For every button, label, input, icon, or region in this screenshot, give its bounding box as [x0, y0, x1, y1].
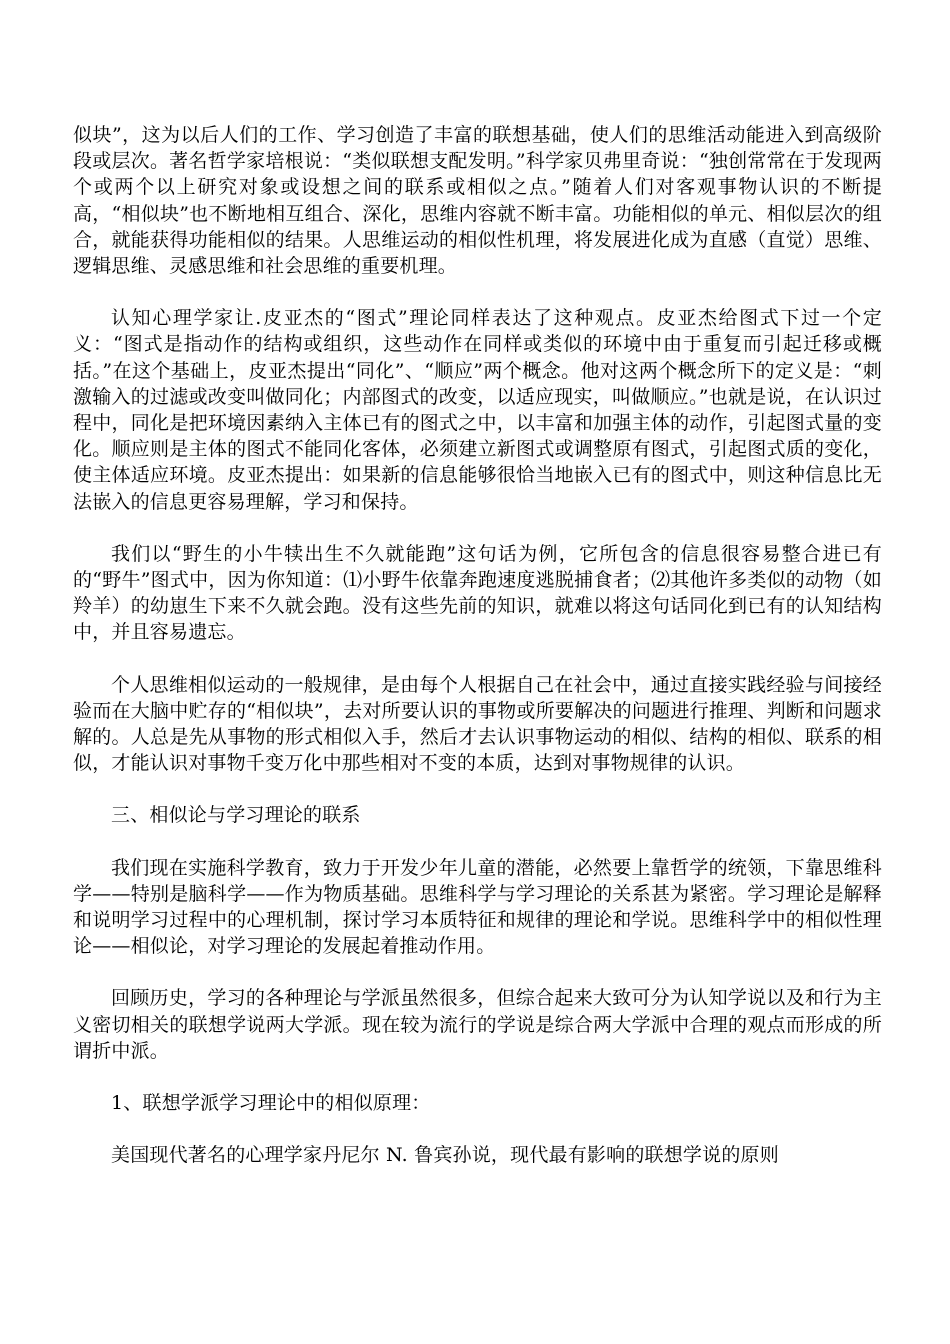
- paragraph-2: 认知心理学家让.皮亚杰的“图式”理论同样表达了这种观点。皮亚杰给图式下过一个定义：“图式是指动作的结构或组织，这些动作在同样或类似的环境中由于重复而引起迁移或概括。”在这个基础上，皮亚杰提出“同化”、“顺应”两个概念。他对这两个概念所下的定义是：“刺激输入的过滤或改变叫做同化；内部图式的改变，以适应现实，叫做顺应。”也就是说，在认识过程中，同化是把环境因素纳入主体已有的图式之中，以丰富和加强主体的动作，引起图式量的变化。顺应则是主体的图式不能同化客体，必须建立新图式或调整原有图式，引起图式质的变化，使主体适应环境。皮亚杰提出：如果新的信息能够很恰当地嵌入已有的图式中，则这种信息比无法嵌入的信息更容易理解，学习和保持。: [73, 307, 882, 513]
- paragraph-1: 似块”，这为以后人们的工作、学习创造了丰富的联想基础，使人们的思维活动能进入到高级阶段或层次。著名哲学家培根说：“类似联想支配发明。”科学家贝弗里奇说：“独创常常在于发现两个或两个以上研究对象或设想之间的联系或相似之点。”随着人们对客观事物认识的不断提高，“相似块”也不断地相互组合、深化，思维内容就不断丰富。功能相似的单元、相似层次的组合，就能获得功能相似的结果。人思维运动的相似性机理，将发展进化成为直感（直觉）思维、逻辑思维、灵感思维和社会思维的重要机理。: [73, 124, 882, 278]
- paragraph-7: 美国现代著名的心理学家丹尼尔 N. 鲁宾孙说，现代最有影响的联想学说的原则: [111, 1144, 779, 1167]
- section-heading: 三、相似论与学习理论的联系: [111, 804, 361, 827]
- paragraph-4: 个人思维相似运动的一般规律，是由每个人根据自己在社会中，通过直接实践经验与间接经验而在大脑中贮存的“相似块”，去对所要认识的事物或所要解决的问题进行推理、判断和问题求解的。人总是先从事物的形式相似入手，然后才去认识事物运动的相似、结构的相似、联系的相似，才能认识对事物千变万化中那些相对不变的本质，达到对事物规律的认识。: [73, 673, 882, 775]
- paragraph-6: 回顾历史，学习的各种理论与学派虽然很多，但综合起来大致可分为认知学说以及和行为主义密切相关的联想学说两大学派。现在较为流行的学说是综合两大学派中合理的观点而形成的所谓折中派。: [73, 987, 882, 1062]
- paragraph-3: 我们以“野生的小牛犊出生不久就能跑”这句话为例，它所包含的信息很容易整合进已有的“野牛”图式中，因为你知道：⑴小野牛依靠奔跑速度逃脱捕食者；⑵其他许多类似的动物（如羚羊）的幼崽生下来不久就会跑。没有这些先前的知识，就难以将这句话同化到已有的认知结构中，并且容易遗忘。: [73, 542, 882, 644]
- paragraph-5: 我们现在实施科学教育，致力于开发少年儿童的潜能，必然要上靠哲学的统领，下靠思维科学——特别是脑科学——作为物质基础。思维科学与学习理论的关系甚为紧密。学习理论是解释和说明学习过程中的心理机制，探讨学习本质特征和规律的理论和学说。思维科学中的相似性理论——相似论，对学习理论的发展起着推动作用。: [73, 856, 882, 958]
- subsection-heading: 1、联想学派学习理论中的相似原理：: [111, 1092, 431, 1115]
